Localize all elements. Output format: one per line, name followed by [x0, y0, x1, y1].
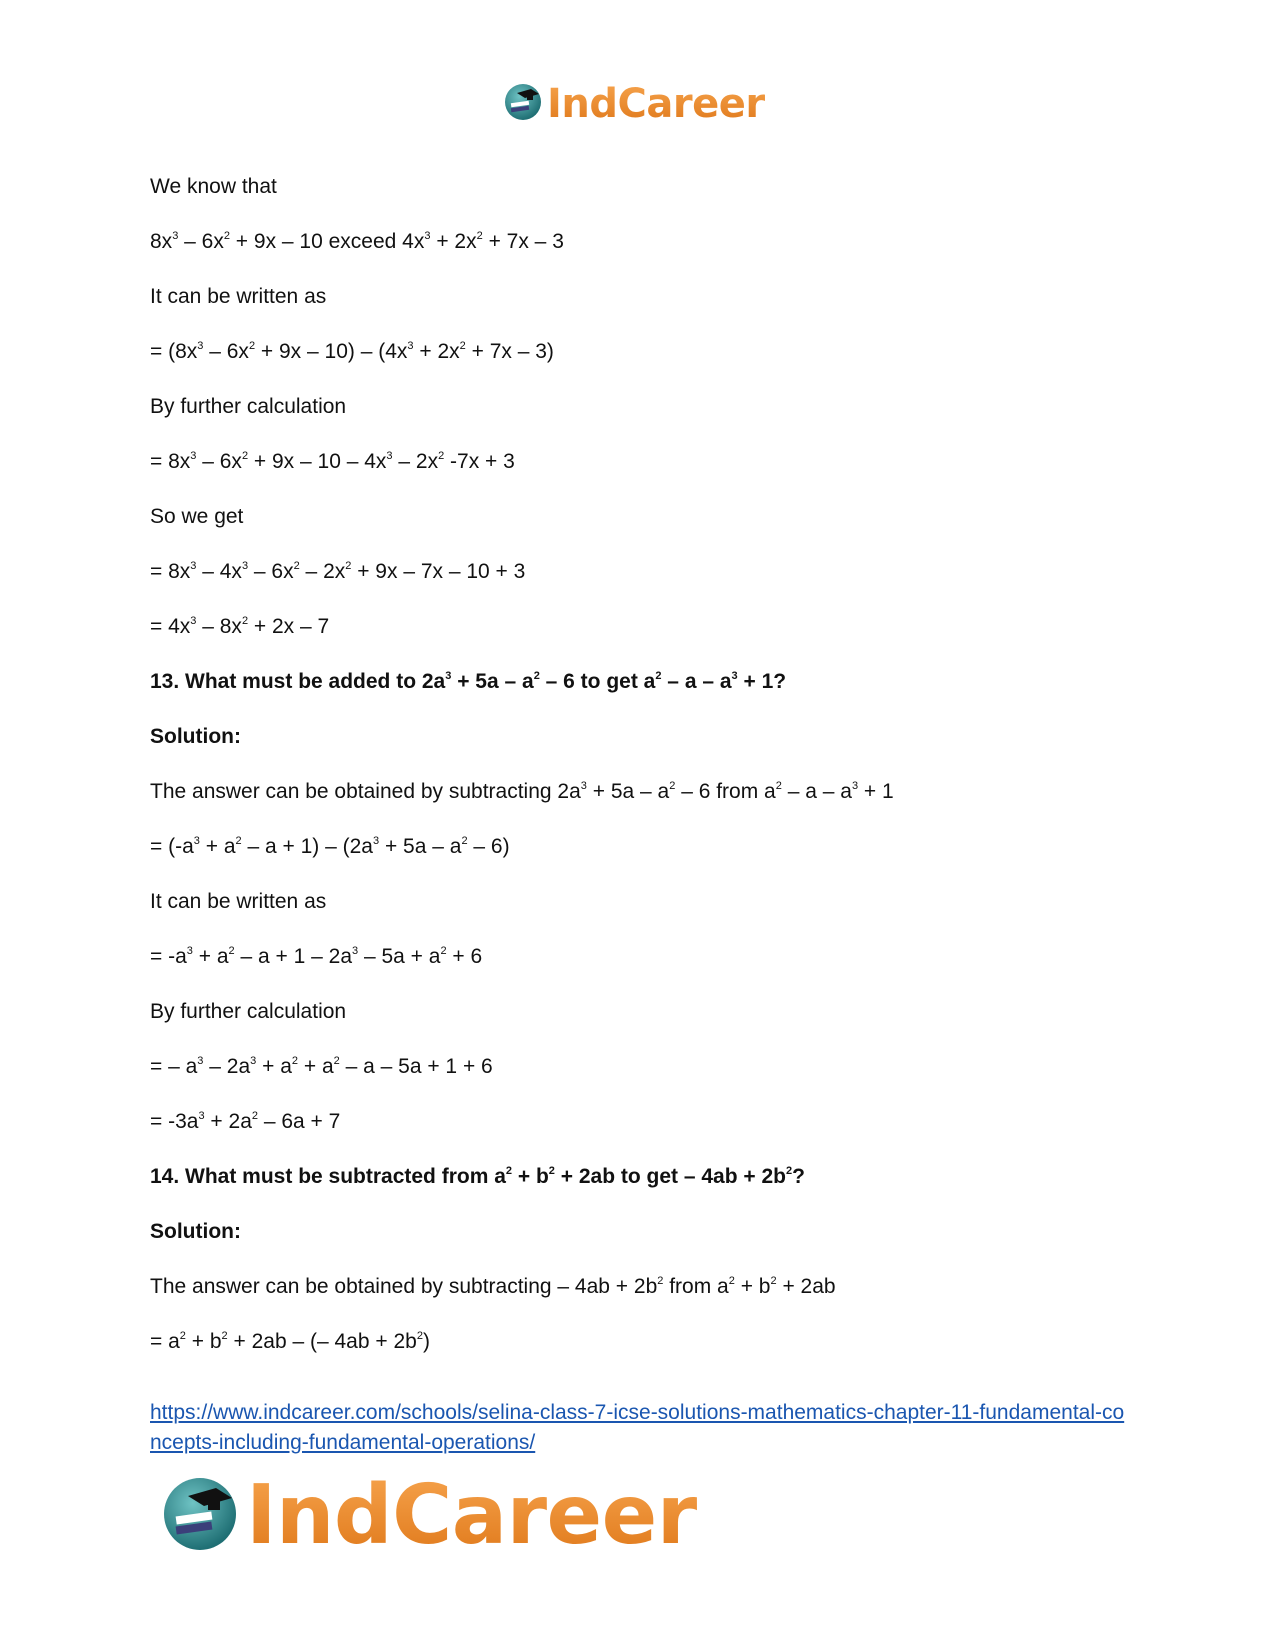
text-line: = $(-a^3 + a^2 - a + 1) - (2a^3 + 5a - a^2 - 6)$: [150, 835, 510, 858]
text-line: $8x^3 - 6x^2 + 9x - 10$ exceed $4x^3 + 2x^2 + 7x - 3$: [150, 230, 564, 253]
text-line: The answer can be obtained by subtracting $2a^3 + 5a - a^2 - 6$ from $a^2 - a - a^3 + 1$: [150, 780, 894, 803]
question-heading: 14. What must be subtracted from $a^2 + b^2 + 2ab$ to get – $4ab + 2b^2$?: [150, 1165, 805, 1188]
globe-graduation-cap-icon: [160, 1474, 240, 1559]
text-line: The answer can be obtained by subtracting – $4ab + 2b^2$ from $a^2 + b^2 + 2ab$: [150, 1275, 836, 1298]
text-line: It can be written as: [150, 890, 327, 913]
question-heading: 13. What must be added to $2a^3 + 5a - a^2 - 6$ to get $a^2 - a - a^3 + 1$?: [150, 670, 787, 693]
text-line: It can be written as: [150, 285, 327, 308]
source-url-link[interactable]: https://www.indcareer.com/schools/selina-class-7-icse-solutions-mathematics-chapter-11-fundamental-concepts-including-fundamental-operations/: [150, 1401, 1125, 1454]
text-line: So we get: [150, 505, 244, 528]
text-line: = $8x^3 - 4x^3 - 6x^2 - 2x^2 + 9x - 7x - 10 + 3$: [150, 560, 526, 583]
text-line: = $-a^3 + a^2 - a + 1 - 2a^3 - 5a + a^2 + 6$: [150, 945, 483, 968]
question-heading: Solution:: [150, 1220, 241, 1243]
globe-graduation-cap-icon: [503, 82, 543, 127]
logo-wordmark: IndCareer: [547, 81, 765, 127]
text-line: By further calculation: [150, 1000, 347, 1023]
text-line: = $(8x^3 - 6x^2 + 9x - 10) - (4x^3 + 2x^2 + 7x - 3)$: [150, 340, 554, 363]
text-line: By further calculation: [150, 395, 347, 418]
text-line: = – $a^3 - 2a^3 + a^2 + a^2 - a - 5a + 1 + 6$: [150, 1055, 493, 1078]
indcareer-logo-bottom: [160, 1470, 697, 1562]
text-line: We know that: [150, 175, 277, 198]
text-line: = $-3a^3 + 2a^2 - 6a + 7$: [150, 1110, 341, 1133]
logo-wordmark: IndCareer: [246, 1468, 697, 1563]
question-heading: Solution:: [150, 725, 241, 748]
text-line: = $a^2 + b^2 + 2ab$ – (– $4ab + 2b^2$): [150, 1330, 430, 1353]
text-line: = $8x^3 - 6x^2 + 9x - 10 - 4x^3 - 2x^2$ -7x + 3: [150, 450, 515, 473]
indcareer-logo-top: [503, 80, 765, 128]
text-line: = $4x^3 - 8x^2 + 2x - 7$: [150, 615, 330, 638]
document-body: [150, 174, 1130, 1384]
